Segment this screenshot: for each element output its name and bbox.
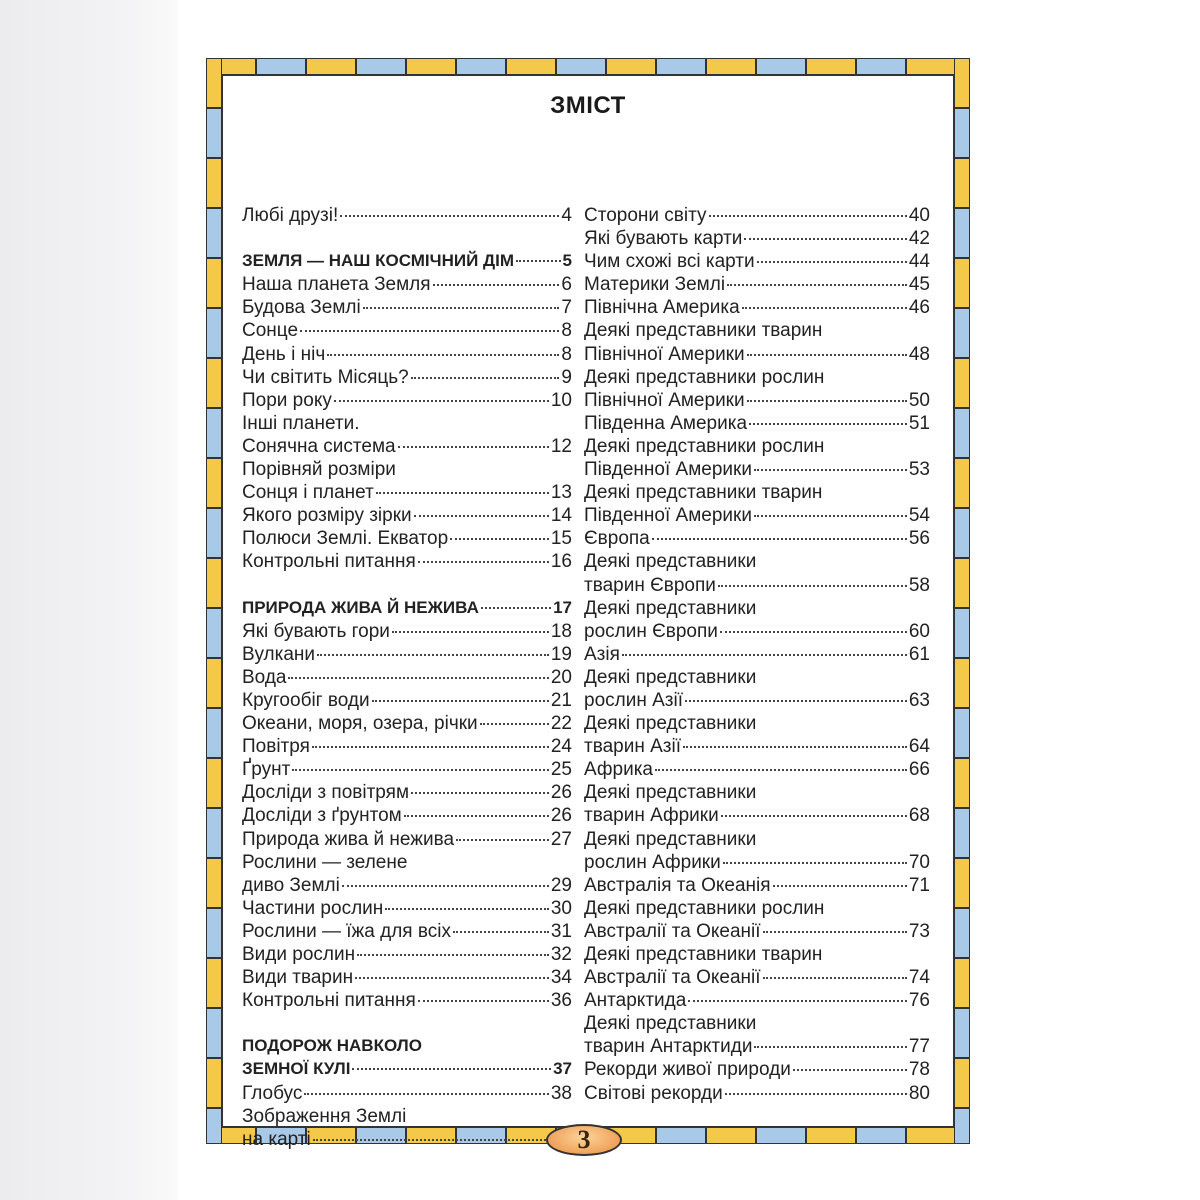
toc-entry-continued: [584, 782, 930, 805]
dot-leader: [363, 307, 560, 309]
dot-leader: [754, 515, 907, 517]
toc-entry[interactable]: [584, 1036, 930, 1059]
dot-leader: [392, 631, 549, 633]
toc-page-number: 77: [908, 1036, 930, 1058]
toc-page-number: 25: [550, 759, 572, 781]
toc-section-heading[interactable]: [242, 1059, 572, 1082]
dot-leader: [292, 769, 549, 771]
toc-entry-title: Любі друзі!: [242, 205, 339, 226]
toc-entry[interactable]: [242, 690, 572, 713]
toc-entry-title: рослин Азії: [584, 689, 683, 711]
toc-entry-title: Деякі представники: [584, 713, 757, 735]
toc-page-number: 24: [550, 736, 572, 758]
toc-entry-title: Рекорди живої природи: [584, 1059, 791, 1081]
dot-leader: [340, 215, 559, 217]
toc-entry[interactable]: [584, 736, 930, 759]
toc-entry-title: Деякі представники: [584, 828, 757, 850]
toc-entry-title: Досліди з повітрям: [242, 782, 410, 804]
toc-entry[interactable]: [584, 759, 930, 782]
dot-leader: [725, 1093, 907, 1095]
dot-leader: [312, 746, 549, 748]
toc-page-number: 58: [908, 574, 930, 596]
toc-entry[interactable]: [242, 436, 572, 459]
toc-entry[interactable]: [242, 736, 572, 759]
toc-entry[interactable]: [584, 621, 930, 644]
toc-entry-title: Порівняй розміри: [242, 459, 396, 481]
toc-entry[interactable]: [242, 621, 572, 644]
dot-leader: [793, 1069, 907, 1071]
toc-page-number: 10: [550, 389, 572, 411]
frame-top-border: [206, 58, 970, 75]
dot-leader: [709, 215, 907, 217]
toc-page-number: 4: [561, 205, 572, 226]
dot-leader: [355, 977, 549, 979]
dot-leader: [313, 1139, 549, 1141]
toc-page-number: 44: [908, 251, 930, 273]
toc-entry-continued: [584, 1013, 930, 1036]
toc-page-number: 19: [550, 643, 572, 665]
toc-entry-continued: [584, 667, 930, 690]
toc-entry-title: Вулкани: [242, 643, 316, 665]
toc-entry[interactable]: [242, 1083, 572, 1106]
dot-leader: [411, 377, 560, 379]
toc-entry-title: Чим схожі всі карти: [584, 251, 755, 273]
toc-entry-title: Антарктида: [584, 990, 687, 1012]
toc-entry-title: Які бувають гори: [242, 620, 390, 642]
toc-entry-title: Вода: [242, 666, 287, 688]
toc-page-number: 42: [908, 228, 930, 250]
toc-entry-title: Чи світить Місяць?: [242, 366, 409, 388]
toc-entry-title: Повітря: [242, 736, 310, 758]
toc-entry-title: Океани, моря, озера, річки: [242, 713, 478, 735]
toc-page-number: 6: [561, 274, 572, 296]
toc-spacer: [242, 1013, 572, 1036]
toc-entry[interactable]: [584, 344, 930, 367]
toc-page-number: 48: [908, 343, 930, 365]
dot-leader: [385, 908, 549, 910]
toc-section-heading[interactable]: [242, 251, 572, 274]
toc-entry[interactable]: [584, 575, 930, 598]
toc-entry[interactable]: [584, 274, 930, 297]
dot-leader: [453, 931, 549, 933]
toc-entry-title: Природа жива й нежива: [242, 828, 455, 850]
toc-section-heading[interactable]: [242, 598, 572, 621]
toc-entry[interactable]: [242, 367, 572, 390]
dot-leader: [372, 700, 549, 702]
toc-entry[interactable]: [242, 205, 572, 228]
dot-leader: [723, 862, 907, 864]
toc-page-number: 63: [908, 689, 930, 711]
toc-page-number: 60: [908, 620, 930, 642]
toc-entry-continued: [584, 367, 930, 390]
dot-leader: [433, 284, 560, 286]
toc-entry[interactable]: [584, 875, 930, 898]
toc-entry[interactable]: [584, 251, 930, 274]
dot-leader: [622, 654, 907, 656]
toc-entry[interactable]: [242, 320, 572, 343]
dot-leader: [342, 885, 549, 887]
dot-leader: [747, 354, 907, 356]
toc-page-number: 68: [908, 805, 930, 827]
toc-page-number: 78: [908, 1059, 930, 1081]
toc-entry-title: Австралія та Океанія: [584, 874, 771, 896]
dot-leader: [744, 238, 906, 240]
dot-leader: [754, 1046, 906, 1048]
toc-entry[interactable]: [242, 898, 572, 921]
dot-leader: [481, 607, 551, 609]
toc-page-number: 53: [908, 459, 930, 481]
toc-entry-title: Сонця і планет: [242, 482, 374, 504]
toc-page-number: 66: [908, 759, 930, 781]
toc-entry-title: Сторони світу: [584, 205, 707, 226]
toc-entry[interactable]: [242, 759, 572, 782]
dot-leader: [747, 400, 907, 402]
toc-entry[interactable]: [242, 782, 572, 805]
toc-entry-title: Європа: [584, 528, 650, 550]
toc-entry-title: Деякі представники тварин: [584, 944, 823, 965]
toc-entry[interactable]: [242, 482, 572, 505]
toc-page-number: 54: [908, 505, 930, 527]
toc-entry-title: Досліди з ґрунтом: [242, 805, 402, 827]
dot-leader: [685, 700, 907, 702]
toc-entry[interactable]: [242, 713, 572, 736]
toc-entry[interactable]: [584, 1083, 930, 1106]
dot-leader: [398, 446, 549, 448]
dot-leader: [450, 538, 549, 540]
toc-page-number: 27: [550, 828, 572, 850]
toc-entry[interactable]: [242, 805, 572, 828]
toc-entry-title: Контрольні питання: [242, 551, 416, 573]
toc-entry[interactable]: [242, 990, 572, 1013]
toc-spacer: [242, 228, 572, 251]
toc-entry-title: Рослини — зелене: [242, 851, 408, 873]
toc-entry[interactable]: [584, 528, 930, 551]
toc-entry-title: Австралії та Океанії: [584, 920, 761, 942]
toc-entry-title: тварин Антарктиди: [584, 1036, 753, 1058]
dot-leader: [727, 284, 907, 286]
toc-entry-title: Глобус: [242, 1082, 303, 1104]
dot-leader: [404, 815, 549, 817]
dot-leader: [456, 839, 549, 841]
dot-leader: [652, 538, 907, 540]
toc-entry-continued: [584, 713, 930, 736]
toc-entry[interactable]: [584, 967, 930, 990]
toc-entry-title: Полюси Землі. Екватор: [242, 528, 449, 550]
toc-page-number: 37: [553, 1059, 572, 1079]
toc-entry-continued: [584, 829, 930, 852]
dot-leader: [754, 469, 907, 471]
toc-entry-continued: [242, 459, 572, 482]
toc-entry[interactable]: [584, 644, 930, 667]
toc-entry-title: рослин Європи: [584, 620, 718, 642]
dot-leader: [418, 561, 549, 563]
toc-page-number: 74: [908, 967, 930, 989]
toc-page-number: 61: [908, 643, 930, 665]
toc-entry[interactable]: [584, 805, 930, 828]
toc-entry-title: Південної Америки: [584, 505, 752, 527]
toc-entry-title: Види тварин: [242, 967, 354, 989]
toc-page-number: 36: [550, 990, 572, 1012]
toc-entry-title: Контрольні питання: [242, 990, 416, 1012]
toc-entry-continued: [584, 551, 930, 574]
dot-leader: [720, 631, 907, 633]
toc-page-number: 38: [550, 1082, 572, 1104]
toc-page-number: 50: [908, 389, 930, 411]
toc-entry[interactable]: [584, 990, 930, 1013]
toc-entry-title: Деякі представники: [584, 597, 757, 619]
toc-page-number: 45: [908, 274, 930, 296]
toc-entry[interactable]: [242, 875, 572, 898]
toc-entry[interactable]: [242, 297, 572, 320]
toc-entry-title: Які бувають карти: [584, 228, 743, 250]
toc-entry-title: Деякі представники: [584, 1013, 757, 1035]
dot-leader: [749, 423, 907, 425]
dot-leader: [516, 260, 561, 262]
toc-entry-title: Сонячна система: [242, 435, 396, 457]
toc-entry-title: Азія: [584, 643, 620, 665]
toc-page-number: 31: [550, 920, 572, 942]
dot-leader: [757, 261, 907, 263]
dot-leader: [327, 354, 559, 356]
toc-section-heading: [242, 1036, 572, 1059]
dot-leader: [763, 977, 907, 979]
toc-page-number: 17: [553, 597, 572, 617]
toc-entry-title: Види рослин: [242, 944, 356, 965]
toc-entry[interactable]: [584, 228, 930, 251]
dot-leader: [418, 1000, 549, 1002]
dot-leader: [304, 1093, 549, 1095]
toc-entry[interactable]: [584, 459, 930, 482]
toc-entry-title: Деякі представники: [584, 782, 757, 804]
dot-leader: [688, 1000, 907, 1002]
toc-page-number: 13: [550, 482, 572, 504]
toc-entry-title: Наша планета Земля: [242, 274, 431, 296]
toc-entry[interactable]: [242, 1129, 572, 1152]
toc-entry[interactable]: [584, 413, 930, 436]
toc-entry-title: Деякі представники рослин: [584, 366, 825, 388]
toc-entry[interactable]: [242, 390, 572, 413]
toc-entry[interactable]: [584, 921, 930, 944]
toc-entry-title: Ґрунт: [242, 759, 291, 781]
toc-page-number: 51: [908, 412, 930, 434]
toc-page-number: 15: [550, 528, 572, 550]
toc-entry-title: Частини рослин: [242, 897, 384, 919]
toc-page-number: 64: [908, 736, 930, 758]
toc-entry[interactable]: [242, 344, 572, 367]
toc-entry-title: Пори року: [242, 389, 332, 411]
dot-leader: [411, 792, 549, 794]
toc-page-number: 5: [562, 251, 572, 271]
toc-entry-continued: [242, 413, 572, 436]
toc-page-number: 70: [908, 851, 930, 873]
dot-leader: [742, 307, 907, 309]
dot-leader: [352, 1068, 551, 1070]
toc-page-number: 40: [908, 205, 930, 226]
toc-entry-title: Будова Землі: [242, 297, 361, 319]
toc-entry-title: Зображення Землі: [242, 1105, 407, 1127]
toc-entry-title: Інші планети.: [242, 412, 360, 434]
toc-page-number: 9: [561, 366, 572, 388]
dot-leader: [763, 931, 907, 933]
toc-entry-title: Північна Америка: [584, 297, 740, 319]
dot-leader: [376, 492, 549, 494]
toc-entry-title: Деякі представники рослин: [584, 897, 825, 919]
toc-page-number: 8: [561, 343, 572, 365]
toc-entry-title: Деякі представники: [584, 666, 757, 688]
toc-spacer: [242, 575, 572, 598]
toc-page-number: 76: [908, 990, 930, 1012]
toc-entry[interactable]: [242, 921, 572, 944]
toc-entry-continued: [584, 598, 930, 621]
toc-entry-title: Кругообіг води: [242, 689, 370, 711]
toc-entry-title: Рослини — їжа для всіх: [242, 920, 451, 942]
dot-leader: [655, 769, 907, 771]
toc-entry[interactable]: [242, 644, 572, 667]
toc-page-number: 56: [908, 528, 930, 550]
dot-leader: [300, 330, 559, 332]
toc-page-number: 29: [550, 874, 572, 896]
dot-leader: [317, 654, 549, 656]
toc-entry-title: диво Землі: [242, 874, 340, 896]
toc-entry-title: Світові рекорди: [584, 1082, 723, 1104]
toc-page-number: 20: [550, 666, 572, 688]
toc-entry-continued: [584, 482, 930, 505]
toc-page-number: 30: [550, 897, 572, 919]
toc-entry[interactable]: [242, 528, 572, 551]
toc-entry[interactable]: [584, 505, 930, 528]
toc-entry[interactable]: [584, 1059, 930, 1082]
toc-entry-title: Австралії та Океанії: [584, 967, 761, 989]
toc-entry-continued: [584, 436, 930, 459]
toc-entry-title: Деякі представники тварин: [584, 320, 823, 342]
toc-entry-continued: [242, 1106, 572, 1129]
dot-leader: [683, 746, 907, 748]
toc-page-number: 32: [550, 944, 572, 965]
toc-entry-title: Деякі представники рослин: [584, 435, 825, 457]
toc-page-number: 34: [550, 967, 572, 989]
toc-entry-title: Сонце: [242, 320, 299, 342]
toc-entry-title: ЗЕМЛЯ — НАШ КОСМІЧНИЙ ДІМ: [242, 251, 515, 271]
toc-entry[interactable]: [584, 690, 930, 713]
toc-entry-title: Північної Америки: [584, 389, 745, 411]
dot-leader: [288, 677, 548, 679]
toc-page-number: 26: [550, 782, 572, 804]
toc-entry-title: тварин Азії: [584, 736, 681, 758]
toc-page-number: 80: [908, 1082, 930, 1104]
toc-page-number: 12: [550, 435, 572, 457]
toc-entry[interactable]: [584, 390, 930, 413]
toc-page-number: 14: [550, 505, 572, 527]
toc-entry-continued: [242, 852, 572, 875]
toc-entry[interactable]: [584, 852, 930, 875]
toc-page-number: 21: [550, 689, 572, 711]
toc-entry[interactable]: [242, 551, 572, 574]
toc-page-number: 71: [908, 874, 930, 896]
dot-leader: [718, 585, 907, 587]
dot-leader: [480, 723, 549, 725]
toc-page-number: 7: [561, 297, 572, 319]
dot-leader: [721, 815, 907, 817]
page-gutter-shadow: [0, 0, 178, 1200]
toc-entry-title: Південної Америки: [584, 459, 752, 481]
dot-leader: [334, 400, 549, 402]
toc-entry-title: Деякі представники тварин: [584, 482, 823, 504]
page-title: ЗМІСТ: [550, 92, 626, 119]
toc-entry[interactable]: [242, 967, 572, 990]
toc-page-number: 16: [550, 551, 572, 573]
dot-leader: [773, 885, 907, 887]
toc-entry-title: Північної Америки: [584, 343, 745, 365]
frame-right-border: [954, 58, 970, 1144]
toc-entry[interactable]: [242, 274, 572, 297]
frame-left-border: [206, 58, 222, 1144]
toc-entry-title: Деякі представники: [584, 551, 757, 573]
toc-entry-title: на карті: [242, 1128, 311, 1150]
toc-entry-continued: [584, 944, 930, 967]
toc-entry[interactable]: [242, 505, 572, 528]
toc-right-column: [584, 205, 930, 1106]
toc-entry-title: День і ніч: [242, 343, 326, 365]
toc-entry-title: ПРИРОДА ЖИВА Й НЕЖИВА: [242, 597, 479, 617]
toc-page-number: 26: [550, 805, 572, 827]
toc-entry-title: Південна Америка: [584, 412, 748, 434]
page-number-badge: 3: [546, 1124, 622, 1156]
toc-page-number: 22: [550, 713, 572, 735]
toc-entry[interactable]: [242, 667, 572, 690]
toc-entry[interactable]: [584, 205, 930, 228]
toc-entry[interactable]: [242, 829, 572, 852]
toc-entry-continued: [584, 320, 930, 343]
toc-page-number: 46: [908, 297, 930, 319]
toc-entry-title: ЗЕМНОЇ КУЛІ: [242, 1059, 351, 1079]
toc-entry-title: Африка: [584, 759, 653, 781]
toc-page-number: 18: [550, 620, 572, 642]
dot-leader: [357, 954, 549, 956]
toc-left-column: [242, 205, 572, 1152]
toc-entry-title: Якого розміру зірки: [242, 505, 412, 527]
toc-page-number: 8: [561, 320, 572, 342]
toc-entry-title: тварин Африки: [584, 805, 719, 827]
toc-entry-title: тварин Європи: [584, 574, 716, 596]
toc-page-number: 73: [908, 920, 930, 942]
toc-entry[interactable]: [242, 944, 572, 967]
toc-entry-title: рослин Африки: [584, 851, 721, 873]
toc-entry-title: Материки Землі: [584, 274, 726, 296]
dot-leader: [414, 515, 549, 517]
toc-entry-continued: [584, 898, 930, 921]
toc-entry-title: ПОДОРОЖ НАВКОЛО: [242, 1036, 422, 1056]
toc-entry[interactable]: [584, 297, 930, 320]
